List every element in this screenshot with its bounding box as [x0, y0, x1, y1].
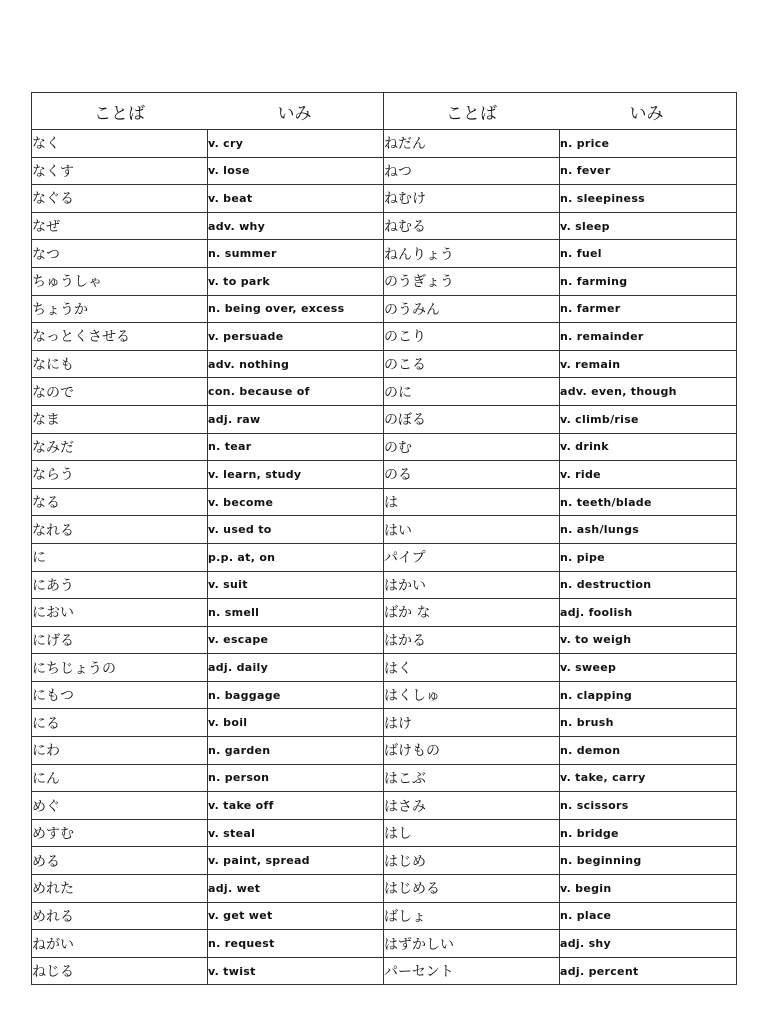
word-left: に: [32, 543, 208, 571]
table-row: [32, 654, 737, 682]
table-row: [32, 185, 737, 213]
word-right: ねむけ: [384, 185, 560, 213]
meaning-right: n. scissors: [560, 792, 737, 820]
header-word-left: ことば: [32, 93, 208, 130]
meaning-right: n. farming: [560, 267, 737, 295]
word-left: なれる: [32, 516, 208, 544]
word-right: ばしょ: [384, 902, 560, 930]
meaning-left: n. person: [208, 764, 384, 792]
word-right: のこり: [384, 323, 560, 351]
meaning-right: adv. even, though: [560, 378, 737, 406]
word-left: なにも: [32, 350, 208, 378]
table-row: [32, 405, 737, 433]
meaning-right: n. remainder: [560, 323, 737, 351]
word-right: のに: [384, 378, 560, 406]
table-row: [32, 930, 737, 958]
word-right: はくしゅ: [384, 681, 560, 709]
meaning-right: n. demon: [560, 737, 737, 765]
word-left: なつ: [32, 240, 208, 268]
meaning-right: adj. percent: [560, 957, 737, 985]
table-row: [32, 461, 737, 489]
meaning-left: adv. why: [208, 212, 384, 240]
word-right: はさみ: [384, 792, 560, 820]
header-meaning-right: いみ: [560, 93, 737, 130]
meaning-right: n. bridge: [560, 819, 737, 847]
meaning-left: v. take off: [208, 792, 384, 820]
word-left: なくす: [32, 157, 208, 185]
word-left: めれる: [32, 902, 208, 930]
word-left: にわ: [32, 737, 208, 765]
meaning-left: adj. wet: [208, 875, 384, 903]
word-left: ならう: [32, 461, 208, 489]
word-right: のうみん: [384, 295, 560, 323]
meaning-right: v. begin: [560, 875, 737, 903]
word-left: におい: [32, 599, 208, 627]
meaning-right: v. to weigh: [560, 626, 737, 654]
vocabulary-rows: [32, 130, 737, 985]
header-row: [32, 93, 737, 130]
word-left: にあう: [32, 571, 208, 599]
word-right: はく: [384, 654, 560, 682]
table-row: [32, 957, 737, 985]
meaning-right: v. climb/rise: [560, 405, 737, 433]
table-row: [32, 571, 737, 599]
meaning-left: adv. nothing: [208, 350, 384, 378]
meaning-left: n. smell: [208, 599, 384, 627]
meaning-left: n. tear: [208, 433, 384, 461]
word-left: にげる: [32, 626, 208, 654]
word-right: のうぎょう: [384, 267, 560, 295]
table-row: [32, 350, 737, 378]
meaning-left: v. used to: [208, 516, 384, 544]
meaning-right: n. place: [560, 902, 737, 930]
table-row: [32, 516, 737, 544]
word-right: はかい: [384, 571, 560, 599]
table-row: [32, 681, 737, 709]
word-right: はい: [384, 516, 560, 544]
word-right: はじめる: [384, 875, 560, 903]
meaning-left: con. because of: [208, 378, 384, 406]
word-left: ちゅうしゃ: [32, 267, 208, 295]
table-row: [32, 543, 737, 571]
meaning-right: n. price: [560, 130, 737, 158]
meaning-left: n. summer: [208, 240, 384, 268]
table-row: [32, 626, 737, 654]
meaning-right: v. ride: [560, 461, 737, 489]
table-row: [32, 764, 737, 792]
word-left: なぐる: [32, 185, 208, 213]
meaning-right: n. fever: [560, 157, 737, 185]
word-right: ねんりょう: [384, 240, 560, 268]
header-word-right: ことば: [384, 93, 560, 130]
meaning-left: v. boil: [208, 709, 384, 737]
meaning-left: v. cry: [208, 130, 384, 158]
word-right: のむ: [384, 433, 560, 461]
word-left: なる: [32, 488, 208, 516]
word-right: はけ: [384, 709, 560, 737]
meaning-left: v. to park: [208, 267, 384, 295]
word-right: ねむる: [384, 212, 560, 240]
meaning-left: p.p. at, on: [208, 543, 384, 571]
meaning-right: adj. foolish: [560, 599, 737, 627]
word-left: ねじる: [32, 957, 208, 985]
meaning-left: n. being over, excess: [208, 295, 384, 323]
meaning-left: v. escape: [208, 626, 384, 654]
table-row: [32, 157, 737, 185]
meaning-right: n. beginning: [560, 847, 737, 875]
meaning-right: n. clapping: [560, 681, 737, 709]
table-row: [32, 488, 737, 516]
meaning-right: n. pipe: [560, 543, 737, 571]
word-left: なっとくさせる: [32, 323, 208, 351]
table-row: [32, 847, 737, 875]
table-row: [32, 267, 737, 295]
word-left: にもつ: [32, 681, 208, 709]
meaning-left: v. become: [208, 488, 384, 516]
meaning-left: v. steal: [208, 819, 384, 847]
meaning-left: n. garden: [208, 737, 384, 765]
table-row: [32, 902, 737, 930]
meaning-right: n. teeth/blade: [560, 488, 737, 516]
meaning-right: n. sleepiness: [560, 185, 737, 213]
word-left: めれた: [32, 875, 208, 903]
meaning-left: adj. raw: [208, 405, 384, 433]
word-left: めすむ: [32, 819, 208, 847]
meaning-left: v. persuade: [208, 323, 384, 351]
meaning-right: v. sleep: [560, 212, 737, 240]
meaning-right: n. brush: [560, 709, 737, 737]
word-left: ちょうか: [32, 295, 208, 323]
word-left: にる: [32, 709, 208, 737]
word-right: ねつ: [384, 157, 560, 185]
table-row: [32, 819, 737, 847]
word-right: パイプ: [384, 543, 560, 571]
meaning-left: v. paint, spread: [208, 847, 384, 875]
meaning-right: n. ash/lungs: [560, 516, 737, 544]
word-right: のる: [384, 461, 560, 489]
meaning-left: adj. daily: [208, 654, 384, 682]
word-right: ばけもの: [384, 737, 560, 765]
word-right: ばか な: [384, 599, 560, 627]
meaning-left: n. request: [208, 930, 384, 958]
meaning-right: v. take, carry: [560, 764, 737, 792]
word-left: なく: [32, 130, 208, 158]
word-left: なので: [32, 378, 208, 406]
table-row: [32, 737, 737, 765]
meaning-right: v. drink: [560, 433, 737, 461]
meaning-right: v. sweep: [560, 654, 737, 682]
meaning-right: n. destruction: [560, 571, 737, 599]
meaning-left: v. twist: [208, 957, 384, 985]
meaning-left: v. suit: [208, 571, 384, 599]
table-row: [32, 709, 737, 737]
table-row: [32, 599, 737, 627]
meaning-right: n. fuel: [560, 240, 737, 268]
word-right: パーセント: [384, 957, 560, 985]
meaning-left: v. lose: [208, 157, 384, 185]
word-right: はこぶ: [384, 764, 560, 792]
meaning-right: adj. shy: [560, 930, 737, 958]
word-right: のこる: [384, 350, 560, 378]
word-left: める: [32, 847, 208, 875]
meaning-right: v. remain: [560, 350, 737, 378]
meaning-right: n. farmer: [560, 295, 737, 323]
word-left: なま: [32, 405, 208, 433]
table-row: [32, 295, 737, 323]
word-right: は: [384, 488, 560, 516]
table-row: [32, 130, 737, 158]
word-left: にちじょうの: [32, 654, 208, 682]
table-row: [32, 212, 737, 240]
meaning-left: v. learn, study: [208, 461, 384, 489]
table-row: [32, 792, 737, 820]
table-row: [32, 378, 737, 406]
word-right: ねだん: [384, 130, 560, 158]
meaning-left: n. baggage: [208, 681, 384, 709]
meaning-left: v. beat: [208, 185, 384, 213]
word-right: はかる: [384, 626, 560, 654]
header-meaning-left: いみ: [208, 93, 384, 130]
table-row: [32, 240, 737, 268]
word-left: めぐ: [32, 792, 208, 820]
word-left: なぜ: [32, 212, 208, 240]
word-right: はずかしい: [384, 930, 560, 958]
meaning-left: v. get wet: [208, 902, 384, 930]
word-left: ねがい: [32, 930, 208, 958]
word-left: なみだ: [32, 433, 208, 461]
word-left: にん: [32, 764, 208, 792]
table-row: [32, 433, 737, 461]
word-right: はし: [384, 819, 560, 847]
word-right: のぼる: [384, 405, 560, 433]
table-row: [32, 323, 737, 351]
vocabulary-table: [31, 92, 737, 985]
table-row: [32, 875, 737, 903]
word-right: はじめ: [384, 847, 560, 875]
